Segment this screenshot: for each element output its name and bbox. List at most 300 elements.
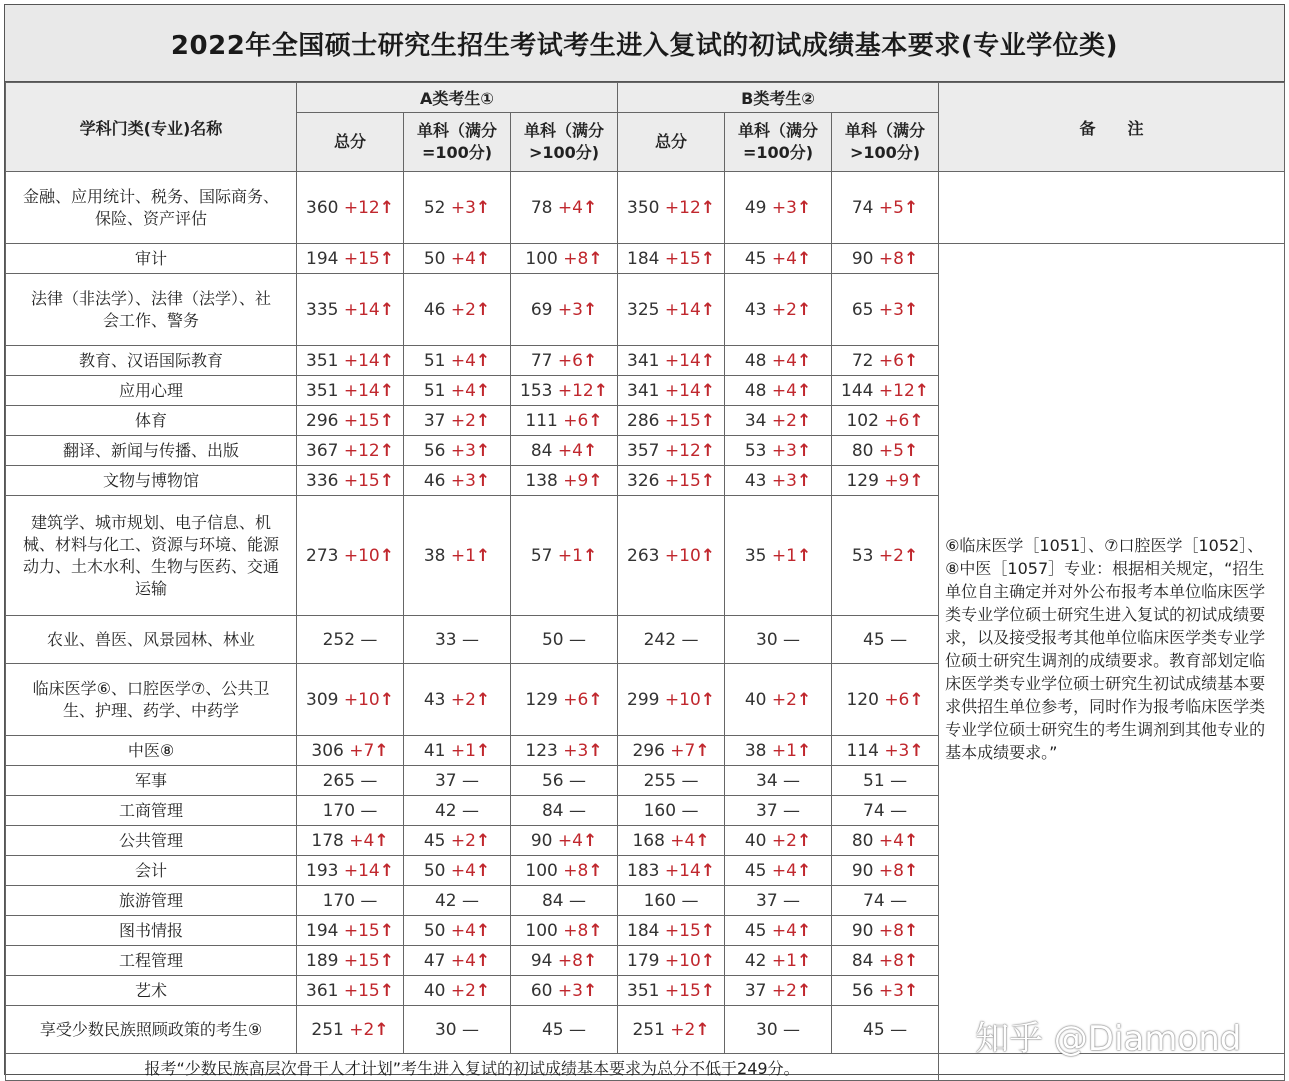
score-value: 336 [306,470,339,491]
subject-name-cell [6,916,297,946]
score-value: 255 [643,770,677,791]
score-change: +4 [450,860,476,881]
score-change: +6 [878,350,904,371]
score-value: 90 [851,920,874,941]
score-change: +4 [450,248,476,269]
subject-name-cell [6,616,297,664]
score-cell [618,916,725,946]
no-change-dash-icon: — [569,800,587,821]
score-cell [725,346,832,376]
score-cell [404,436,511,466]
score-value: 129 [846,470,879,491]
score-change: +5 [878,197,904,218]
score-cell [618,946,725,976]
score-value: 42 [434,800,457,821]
score-value: 144 [841,380,874,401]
up-arrow-icon: ↑ [588,470,603,491]
score-value: 37 [756,890,778,911]
score-change: +12 [664,440,701,461]
score-cell [297,172,404,244]
score-value: 179 [627,950,660,971]
score-value: 51 [423,380,446,401]
score-cell [404,826,511,856]
score-value: 325 [627,299,660,320]
score-cell [511,406,618,436]
score-change: +4 [557,830,583,851]
up-arrow-icon: ↑ [379,860,394,881]
score-cell [297,736,404,766]
score-change: +1 [771,740,797,761]
score-cell [297,244,404,274]
score-value: 49 [744,197,767,218]
score-value: 100 [525,860,558,881]
score-value: 138 [525,470,558,491]
no-change-dash-icon: — [890,890,908,911]
subject-name-line: 动力、土木水利、生物与医药、交通 [22,556,279,576]
table-row [6,244,1285,274]
score-value: 33 [434,629,457,650]
up-arrow-icon: ↑ [379,299,394,320]
score-cell [511,916,618,946]
score-value: 65 [851,299,874,320]
score-change: +15 [664,920,701,941]
up-arrow-icon: ↑ [475,470,491,491]
no-change-dash-icon: — [462,770,480,791]
up-arrow-icon: ↑ [475,248,491,269]
score-change: +4 [878,830,904,851]
score-cell [618,976,725,1006]
group-a-header: A类考生① [297,83,618,113]
up-arrow-icon: ↑ [700,410,716,431]
up-arrow-icon: ↑ [796,470,812,491]
up-arrow-icon: ↑ [909,410,924,431]
subject-name-line: 建筑学、城市规划、电子信息、机 [30,512,271,532]
score-value: 30 [756,629,778,650]
score-value: 45 [541,1019,564,1040]
score-value: 47 [423,950,446,971]
score-value: 273 [306,545,339,566]
score-table-body [6,172,1285,1081]
up-arrow-icon: ↑ [475,980,491,1001]
up-arrow-icon: ↑ [903,860,919,881]
score-cell [297,274,404,346]
up-arrow-icon: ↑ [588,410,603,431]
up-arrow-icon: ↑ [700,689,716,710]
up-arrow-icon: ↑ [796,440,812,461]
subject-name-cell [6,274,297,346]
score-cell [832,886,939,916]
score-cell [832,856,939,886]
up-arrow-icon: ↑ [475,689,491,710]
subject-name-line: 图书情报 [118,920,183,940]
up-arrow-icon: ↑ [914,380,930,401]
score-value: 57 [530,545,553,566]
no-change-dash-icon: — [360,770,378,791]
up-arrow-icon: ↑ [379,980,394,1001]
score-cell [404,274,511,346]
up-arrow-icon: ↑ [582,980,598,1001]
up-arrow-icon: ↑ [582,830,598,851]
score-cell [618,826,725,856]
up-arrow-icon: ↑ [796,380,812,401]
score-value: 263 [627,545,660,566]
score-change: +3 [878,299,904,320]
score-change: +8 [878,920,904,941]
up-arrow-icon: ↑ [379,545,394,566]
subject-name-line: 艺术 [134,980,167,1000]
score-change: +3 [878,980,904,1001]
score-cell [511,172,618,244]
score-change: +10 [664,950,701,971]
no-change-dash-icon: — [462,800,480,821]
score-cell [725,976,832,1006]
score-value: 43 [744,470,767,491]
up-arrow-icon: ↑ [588,689,603,710]
score-value: 60 [530,980,553,1001]
up-arrow-icon: ↑ [796,350,812,371]
up-arrow-icon: ↑ [700,350,716,371]
score-value: 35 [744,545,767,566]
score-value: 111 [525,410,558,431]
score-cell [297,1006,404,1054]
up-arrow-icon: ↑ [700,197,716,218]
no-change-dash-icon: — [569,629,587,650]
up-arrow-icon: ↑ [903,299,919,320]
up-arrow-icon: ↑ [796,860,812,881]
score-value: 90 [851,860,874,881]
score-change: +4 [557,197,583,218]
score-cell [297,406,404,436]
score-cell [618,616,725,664]
score-change: +12 [557,380,594,401]
page-title: 2022年全国硕士研究生招生考试考生进入复试的初试成绩基本要求(专业学位类) [5,5,1284,82]
score-cell [618,436,725,466]
b-single-gt100-header: 单科（满分 >100分) [832,113,939,172]
score-value: 50 [423,920,446,941]
score-value: 53 [744,440,767,461]
score-change: +4 [771,380,797,401]
score-value: 69 [530,299,553,320]
no-change-dash-icon: — [681,800,699,821]
up-arrow-icon: ↑ [475,350,491,371]
up-arrow-icon: ↑ [379,350,394,371]
score-cell [511,244,618,274]
score-value: 80 [851,830,874,851]
score-change: +3 [884,740,910,761]
score-value: 351 [306,350,339,371]
score-cell [725,796,832,826]
score-change: +4 [771,350,797,371]
score-value: 123 [525,740,558,761]
score-value: 90 [851,248,874,269]
up-arrow-icon: ↑ [796,299,812,320]
score-change: +10 [343,689,380,710]
score-cell [618,766,725,796]
score-value: 160 [643,890,677,911]
score-cell [725,916,832,946]
subject-name-line: 运输 [134,578,167,598]
score-change: +3 [771,470,797,491]
up-arrow-icon: ↑ [903,545,919,566]
subject-name-cell [6,856,297,886]
score-change: +2 [771,830,797,851]
score-cell [725,616,832,664]
score-cell [297,664,404,736]
score-value: 100 [525,248,558,269]
score-value: 45 [863,629,885,650]
score-cell [725,406,832,436]
score-cell [725,466,832,496]
score-change: +4 [450,920,476,941]
score-value: 350 [627,197,660,218]
score-cell [832,346,939,376]
no-change-dash-icon: — [890,629,908,650]
score-cell [511,796,618,826]
score-change: +6 [884,410,910,431]
score-value: 265 [322,770,356,791]
score-value: 52 [423,197,446,218]
score-cell [297,946,404,976]
score-cell [297,856,404,886]
score-change: +15 [664,470,701,491]
score-value: 46 [423,470,446,491]
score-cell [725,856,832,886]
score-value: 341 [627,380,660,401]
score-change: +3 [771,440,797,461]
watermark: 知乎 @Diamond [975,1019,1242,1059]
score-change: +15 [664,248,701,269]
score-change: +9 [563,470,589,491]
up-arrow-icon: ↑ [475,950,491,971]
score-value: 45 [744,920,767,941]
score-cell [725,244,832,274]
score-cell [725,436,832,466]
score-cell [511,616,618,664]
subject-name-line: 审计 [134,248,167,268]
subject-name-line: 工商管理 [118,800,183,820]
score-cell [297,796,404,826]
up-arrow-icon: ↑ [582,350,598,371]
score-value: 46 [423,299,446,320]
subject-name-line: 保险、资产评估 [94,208,207,228]
score-cell [618,496,725,616]
up-arrow-icon: ↑ [582,545,598,566]
score-cell [832,274,939,346]
score-cell [404,172,511,244]
no-change-dash-icon: — [783,890,801,911]
subject-name-cell [6,796,297,826]
up-arrow-icon: ↑ [588,920,603,941]
score-value: 30 [434,1019,457,1040]
up-arrow-icon: ↑ [700,980,716,1001]
up-arrow-icon: ↑ [475,299,491,320]
score-cell [832,616,939,664]
score-cell [511,466,618,496]
score-cell [511,886,618,916]
score-change: +5 [878,440,904,461]
subject-name-cell [6,406,297,436]
score-change: +15 [343,980,380,1001]
score-cell [511,664,618,736]
subject-name-cell [6,172,297,244]
score-cell [725,172,832,244]
score-cell [511,736,618,766]
subject-name-line: 械、材料与化工、资源与环境、能源 [22,534,279,554]
score-value: 43 [744,299,767,320]
score-change: +3 [450,440,476,461]
no-change-dash-icon: — [783,770,801,791]
score-change: +8 [563,920,589,941]
score-change: +3 [563,740,589,761]
score-cell [618,796,725,826]
score-cell [725,946,832,976]
score-cell [725,1006,832,1054]
score-cell [618,244,725,274]
score-cell [511,1006,618,1054]
score-value: 170 [322,800,356,821]
score-value: 102 [846,410,879,431]
score-value: 160 [643,800,677,821]
score-cell [832,976,939,1006]
up-arrow-icon: ↑ [796,980,812,1001]
subject-name-cell [6,496,297,616]
up-arrow-icon: ↑ [700,920,716,941]
score-change: +6 [563,410,589,431]
up-arrow-icon: ↑ [582,950,598,971]
score-change: +14 [664,860,701,881]
score-cell [725,886,832,916]
score-value: 367 [306,440,339,461]
up-arrow-icon: ↑ [588,860,603,881]
score-value: 251 [632,1019,665,1040]
subject-name-cell [6,244,297,274]
score-change: +1 [450,545,476,566]
subject-name-cell [6,436,297,466]
score-change: +15 [664,980,701,1001]
subject-name-line: 生、护理、药学、中药学 [62,700,239,720]
score-cell [618,736,725,766]
score-cell [832,172,939,244]
score-value: 251 [311,1019,344,1040]
score-cell [618,376,725,406]
score-change: +7 [349,740,375,761]
score-value: 41 [423,740,446,761]
subject-name-line: 会工作、警务 [102,310,199,330]
score-cell [725,736,832,766]
score-cell [404,946,511,976]
score-change: +8 [878,950,904,971]
score-change: +12 [664,197,701,218]
subject-name-line: 应用心理 [118,380,183,400]
score-cell [297,346,404,376]
score-change: +4 [771,920,797,941]
subject-name-line: 金融、应用统计、税务、国际商务、 [22,186,279,206]
score-cell [404,856,511,886]
score-change: +1 [450,740,476,761]
score-cell [297,616,404,664]
up-arrow-icon: ↑ [379,470,394,491]
up-arrow-icon: ↑ [903,920,919,941]
score-value: 335 [306,299,339,320]
up-arrow-icon: ↑ [379,410,394,431]
score-value: 309 [306,689,339,710]
no-change-dash-icon: — [681,770,699,791]
score-value: 242 [643,629,677,650]
up-arrow-icon: ↑ [379,950,394,971]
up-arrow-icon: ↑ [700,380,716,401]
score-value: 286 [627,410,660,431]
b-total-header: 总分 [618,113,725,172]
score-cell [511,766,618,796]
subject-name-cell [6,976,297,1006]
score-value: 34 [756,770,778,791]
score-value: 296 [632,740,665,761]
score-cell [297,916,404,946]
subject-name-cell [6,1006,297,1054]
score-cell [618,856,725,886]
up-arrow-icon: ↑ [374,1019,389,1040]
score-value: 94 [530,950,553,971]
up-arrow-icon: ↑ [903,440,919,461]
up-arrow-icon: ↑ [796,950,812,971]
up-arrow-icon: ↑ [475,545,491,566]
up-arrow-icon: ↑ [796,410,812,431]
up-arrow-icon: ↑ [796,197,812,218]
no-change-dash-icon: — [462,890,480,911]
score-value: 114 [846,740,879,761]
subject-name-line: 体育 [134,410,167,430]
no-change-dash-icon: — [569,1019,587,1040]
score-value: 74 [851,197,874,218]
up-arrow-icon: ↑ [909,740,924,761]
score-value: 351 [306,380,339,401]
b-single-100-header: 单科（满分 =100分) [725,113,832,172]
score-cell [297,466,404,496]
score-change: +2 [771,410,797,431]
score-value: 100 [525,920,558,941]
score-cell [725,496,832,616]
score-value: 38 [423,545,446,566]
score-change: +15 [343,410,380,431]
score-cell [404,496,511,616]
score-value: 77 [530,350,553,371]
no-change-dash-icon: — [462,1019,480,1040]
score-value: 357 [627,440,660,461]
score-change: +2 [450,410,476,431]
subject-name-cell [6,946,297,976]
up-arrow-icon: ↑ [475,740,491,761]
subject-column-header: 学科门类(专业)名称 [6,83,297,172]
score-change: +12 [343,440,380,461]
score-change: +12 [343,197,380,218]
score-value: 40 [744,830,767,851]
score-value: 74 [863,800,885,821]
score-value: 360 [306,197,339,218]
group-b-header: B类考生② [618,83,939,113]
up-arrow-icon: ↑ [700,950,716,971]
up-arrow-icon: ↑ [796,830,812,851]
score-cell [297,496,404,616]
score-value: 252 [322,629,356,650]
up-arrow-icon: ↑ [903,197,919,218]
score-change: +10 [664,545,701,566]
score-change: +3 [450,470,476,491]
score-change: +15 [664,410,701,431]
score-value: 84 [541,890,564,911]
no-change-dash-icon: — [890,1019,908,1040]
score-cell [404,886,511,916]
score-change: +8 [557,950,583,971]
